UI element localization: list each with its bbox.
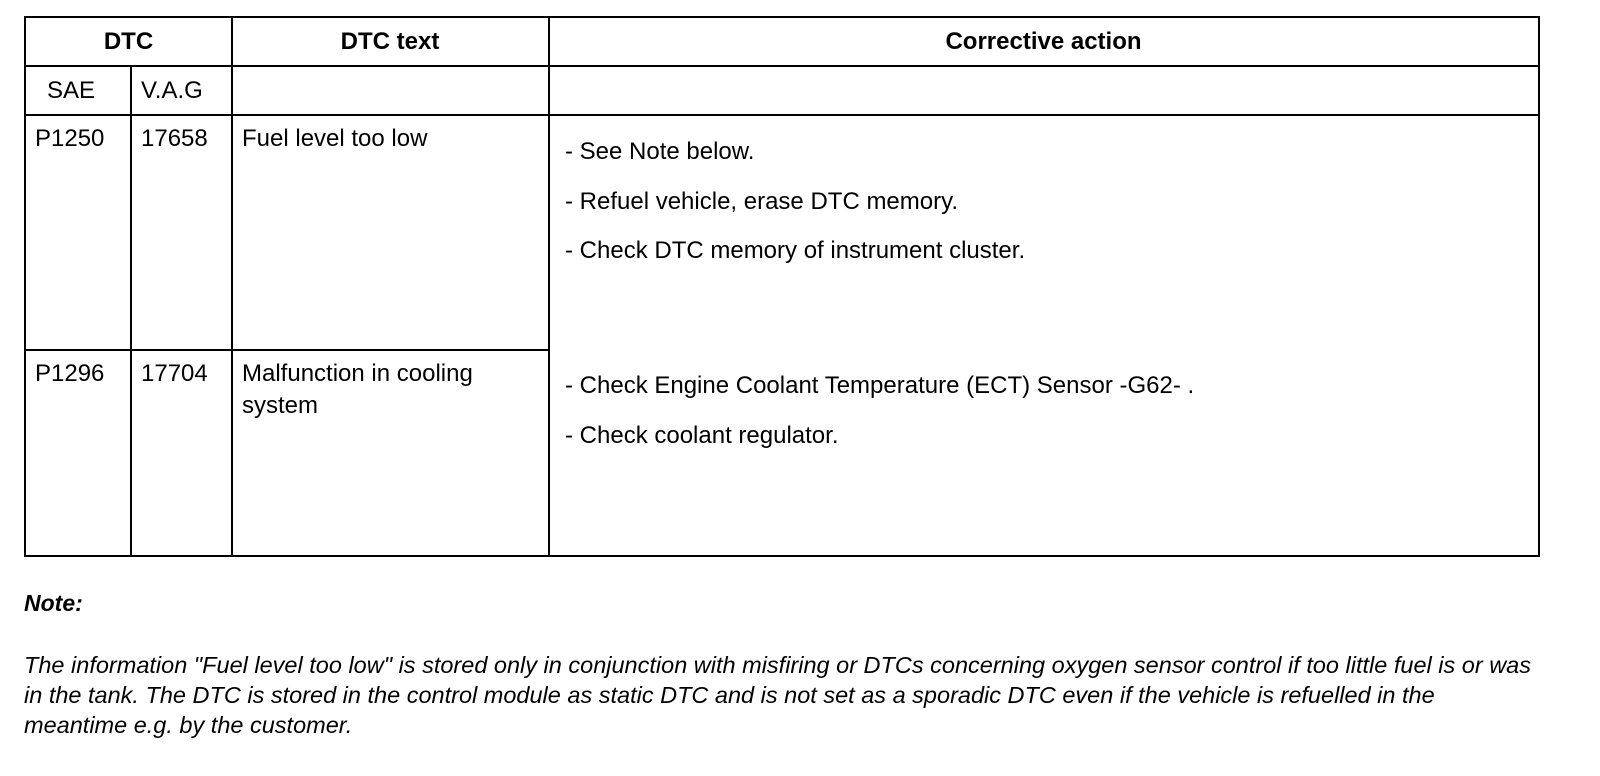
row2-dtc-text: Malfunction in cooling system bbox=[242, 360, 473, 419]
header-dtc: DTC bbox=[103, 28, 154, 55]
row1-sae-code: P1250 bbox=[35, 125, 105, 152]
row1-vag-code: 17658 bbox=[141, 125, 208, 152]
row-divider-subheader bbox=[26, 114, 1538, 116]
header-corrective-action: Corrective action bbox=[945, 28, 1142, 55]
col-divider-text-action bbox=[548, 18, 550, 557]
col-divider-vag-text bbox=[231, 18, 233, 557]
row2-sae-code: P1296 bbox=[35, 360, 105, 387]
row-divider-header bbox=[26, 65, 1538, 67]
row1-action-1: - See Note below. bbox=[565, 138, 755, 165]
row2-vag-code: 17704 bbox=[141, 360, 208, 387]
header-dtc-text: DTC text bbox=[340, 28, 440, 55]
row-divider-row1 bbox=[26, 349, 549, 351]
row2-action-1: - Check Engine Coolant Temperature (ECT) Sensor -G62- . bbox=[565, 372, 1195, 399]
dtc-table bbox=[24, 16, 1540, 557]
row1-dtc-text: Fuel level too low bbox=[242, 125, 428, 152]
row2-action-2: - Check coolant regulator. bbox=[565, 422, 839, 449]
col-divider-sae-vag bbox=[130, 66, 132, 557]
row1-action-3: - Check DTC memory of instrument cluster. bbox=[565, 237, 1026, 264]
note-body: The information "Fuel level too low" is stored only in conjunction with misfiring or DTCs concerning oxygen sensor control if too little fuel is or was in the tank. The DTC is stored in the control module as static DTC and is not set as a sporadic DTC even if the vehicle is refuelled in the meantime e.g. by the customer. bbox=[24, 652, 1531, 738]
note-title: Note: bbox=[24, 590, 83, 616]
row1-action-2: - Refuel vehicle, erase DTC memory. bbox=[565, 188, 958, 215]
header-sae: SAE bbox=[47, 77, 96, 104]
header-vag: V.A.G bbox=[141, 77, 203, 104]
